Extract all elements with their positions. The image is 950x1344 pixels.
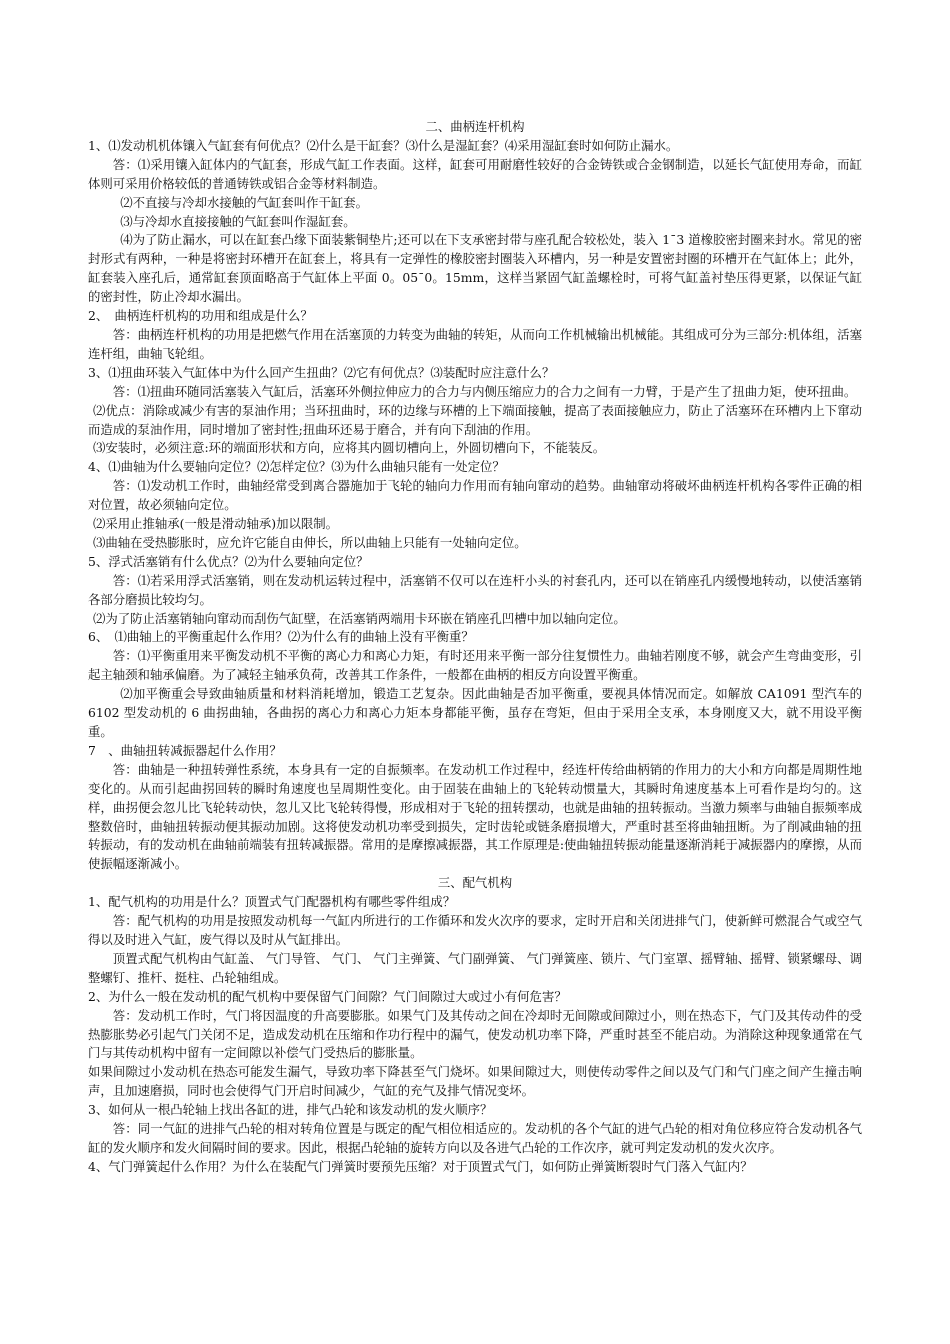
answer-paragraph: 顶置式配气机构由气缸盖、 气门导管、 气门、 气门主弹簧、气门副弹簧、 气门弹簧座、锁片、气门室罩、摇臂轴、摇臂、锁紧螺母、调整螺钉、推杆、挺柱、凸轮轴组成。 — [88, 950, 862, 985]
question-text: 1、配气机构的功用是什么？顶置式气门配器机构有哪些零件组成？ — [88, 894, 456, 910]
answer-paragraph: ⑶与冷却水直接接触的气缸套叫作湿缸套。 — [120, 213, 356, 229]
answer-paragraph: ⑵优点：消除或减少有害的泵油作用；当环扭曲时，环的边缘与环槽的上下端面接触，提高了表面接触应力，防止了活塞环在环槽内上下窜动而造成的泵油作用，同时增加了密封性;扭曲环还易于磨合，并有向下刮油的作用。 — [88, 402, 862, 437]
answer-paragraph: 答：⑴若采用浮式活塞销，则在发动机运转过程中，活塞销不仅可以在连杆小头的衬套孔内，还可以在销座孔内缓慢地转动，以使活塞销各部分磨损比较均匀。 — [88, 572, 862, 607]
answer-paragraph: 答：同一气缸的进排气凸轮的相对转角位置是与既定的配气相位相适应的。发动机的各个气缸的进气凸轮的相对角位移应符合发动机各气缸的发火顺序和发火间隔时间的要求。因此，根据凸轮轴的旋转方向以及各进气凸轮的工作次序，就可判定发动机的发火次序。 — [88, 1121, 862, 1155]
answer-paragraph: ⑵不直接与冷却水接触的气缸套叫作干缸套。 — [120, 194, 369, 210]
answer-paragraph: ⑶曲轴在受热膨胀时，应允许它能自由伸长，所以曲轴上只能有一处轴向定位。 — [92, 534, 527, 550]
question-text: 3、如何从一根凸轮轴上找出各缸的进，排气凸轮和该发动机的发火顺序？ — [88, 1102, 493, 1118]
answer-paragraph: 答：发动机工作时，气门将因温度的升高要膨胀。如果气门及其传动之间在冷却时无间隙或间隙过小，则在热态下，气门及其传动件的受热膨胀势必引起气门关闭不足，造成发动机在压缩和作功行程中的漏气，使发动机功率下降，严重时甚至不能启动。为消除这种现象通常在气门与其传动机构中留有一定间隙以补偿气门受热后的膨胀量。 — [88, 1007, 862, 1061]
section-title: 三、配气机构 — [437, 875, 513, 891]
question-text: 2、 曲柄连杆机构的功用和组成是什么？ — [88, 308, 313, 324]
question-text: 2、为什么一般在发动机的配气机构中要保留气门间隙？气门间隙过大或过小有何危害？ — [88, 988, 567, 1004]
answer-paragraph: 答：配气机构的功用是按照发动机每一气缸内所进行的工作循环和发火次序的要求，定时开启和关闭进排气门，使新鲜可燃混合气或空气得以及时进入气缸，废气得以及时从气缸排出。 — [88, 913, 862, 947]
answer-paragraph: 答：曲轴是一种扭转弹性系统，本身具有一定的自振频率。在发动机工作过程中，经连杆传给曲柄销的作用力的大小和方向都是周期性地变化的。从而引起曲拐回转的瞬时角速度也呈周期性变化。由于固装在曲轴上的飞轮转动惯量大，其瞬时角速度基本上可看作是均匀的。这样，曲拐便会忽儿比飞轮转动快，忽儿又比飞轮转得慢，形成相对于飞轮的扭转摆动，也就是曲轴的扭转振动。当激力频率与曲轴自振频率成整数倍时，曲轴扭转振动便其振动加剧。这将使发动机功率受到损失，定时齿轮或链条磨损增大，严重时甚至将曲轴扭断。为了削减曲轴的扭转振动，有的发动机在曲轴前端装有扭转减振器。常用的是摩擦减振器，其工作原理是:使曲轴扭转振动能量逐渐消耗于减振器内的摩擦，从而使振幅逐渐减小。 — [88, 761, 862, 872]
answer-paragraph: 答：⑴平衡重用来平衡发动机不平衡的离心力和离心力矩，有时还用来平衡一部分往复惯性力。曲轴若刚度不够，就会产生弯曲变形，引起主轴颈和轴承偏磨。为了减轻主轴承负荷，改善其工作条件，一般都在曲柄的相反方向设置平衡重。 — [88, 648, 862, 683]
answer-paragraph: 答：⑴扭曲环随同活塞装入气缸后，活塞环外侧拉伸应力的合力与内侧压缩应力的合力之间有一力臂，于是产生了扭曲力矩，使环扭曲。 — [112, 383, 857, 399]
answer-paragraph: 答：曲柄连杆机构的功用是把燃气作用在活塞顶的力转变为曲轴的转矩，从而向工作机械输出机械能。其组成可分为三部分:机体组，活塞连杆组，曲轴飞轮组。 — [88, 326, 862, 361]
question-text: 6、 ⑴曲轴上的平衡重起什么作用？⑵为什么有的曲轴上没有平衡重？ — [88, 629, 474, 645]
question-text: 5、浮式活塞销有什么优点？⑵为什么要轴向定位？ — [88, 553, 369, 569]
answer-paragraph: 答：⑴采用镶入缸体内的气缸套，形成气缸工作表面。这样，缸套可用耐磨性较好的合金铸铁或合金钢制造，以延长气缸使用寿命，而缸体则可采用价格较低的普通铸铁或铝合金等材料制造。 — [88, 156, 862, 191]
answer-paragraph: 答：⑴发动机工作时，曲轴经常受到离合器施加于飞轮的轴向力作用而有轴向窜动的趋势。曲轴窜动将破坏曲柄连杆机构各零件正确的相对位置，故必须轴向定位。 — [88, 478, 862, 513]
answer-paragraph: ⑵加平衡重会导致曲轴质量和材料消耗增加，锻造工艺复杂。因此曲轴是否加平衡重，要视具体情况而定。如解放 CA1091 型汽车的 6102 型发动机的 6 曲拐曲轴，各曲拐的离心力和离心力矩本身都能平衡，虽存在弯矩，但由于采用全支承，本身刚度又大，就不用设平衡重。 — [88, 686, 862, 739]
answer-paragraph: ⑵为了防止活塞销轴向窜动而刮伤气缸壁，在活塞销两端用卡环嵌在销座孔凹槽中加以轴向定位。 — [92, 610, 626, 626]
question-text: 7 、曲轴扭转减振器起什么作用？ — [88, 742, 282, 758]
question-text: 4、⑴曲轴为什么要轴向定位？⑵怎样定位？⑶为什么曲轴只能有一处定位？ — [88, 459, 505, 475]
answer-paragraph: ⑶安装时，必须注意:环的端面形状和方向，应将其内圆切槽向上，外圆切槽向下，不能装反。 — [92, 440, 606, 456]
answer-paragraph: ⑷为了防止漏水，可以在缸套凸缘下面装紫铜垫片;还可以在下支承密封带与座孔配合较松处，装入 1¯3 道橡胶密封圈来封水。常见的密封形式有两种，一种是将密封环槽开在缸套上，将具有一定弹性的橡胶密封圈装入环槽内，另一种是安置密封圈的环槽开在气缸体上；此外，缸套装入座孔后，通常缸套顶面略高于气缸体上平面 0。05¯0。15mm，这样当紧固气缸盖螺栓时，可将气缸盖衬垫压得更紧，以保证气缸的密封性，防止冷却水漏出。 — [88, 232, 862, 305]
question-text: 3、⑴扭曲环装入气缸体中为什么回产生扭曲？⑵它有何优点？⑶装配时应注意什么？ — [88, 364, 555, 380]
section-title: 二、曲柄连杆机构 — [425, 119, 525, 134]
answer-paragraph: ⑵采用止推轴承(一般是滑动轴承)加以限制。 — [92, 516, 339, 532]
question-text: 1、⑴发动机机体镶入气缸套有何优点？⑵什么是干缸套？⑶什么是湿缸套？⑷采用湿缸套时如何防止漏水。 — [88, 137, 679, 153]
question-text: 4、气门弹簧起什么作用？为什么在装配气门弹簧时要预先压缩？对于顶置式气门，如何防止弹簧断裂时气门落入气缸内？ — [88, 1158, 753, 1174]
answer-paragraph: 如果间隙过小发动机在热态可能发生漏气，导致功率下降甚至气门烧坏。如果间隙过大，则使传动零件之间以及气门和气门座之间产生撞击响声，且加速磨损，同时也会使得气门开启时间减少，气缸的充气及排气情况变坏。 — [88, 1064, 862, 1099]
